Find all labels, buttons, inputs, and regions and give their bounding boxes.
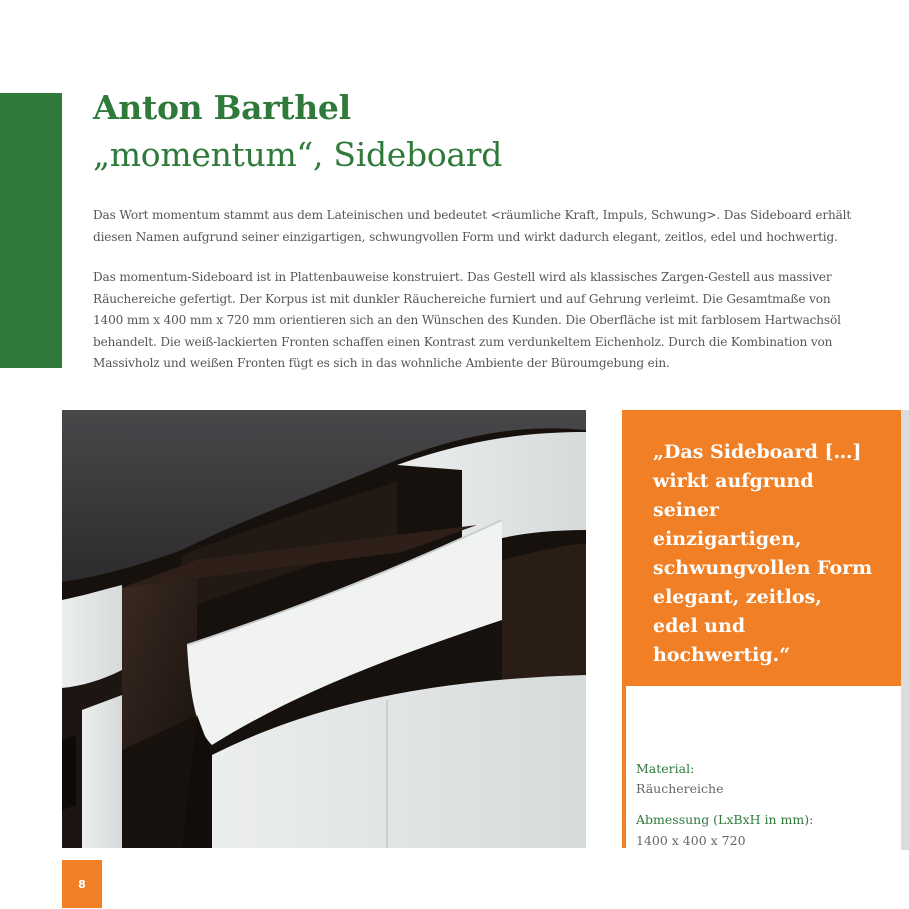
dimension-label: Abmessung (LxBxH in mm): bbox=[636, 812, 814, 827]
material-label: Material: bbox=[636, 761, 695, 776]
product-title: „momentum“, Sideboard bbox=[93, 135, 503, 174]
green-accent-bar bbox=[0, 93, 62, 368]
orange-side-rule bbox=[622, 686, 626, 848]
construction-paragraph: Das momentum-Sideboard ist in Plattenbauweise konstruiert. Das Gestell wird als klassisches Zargen-Gestell aus massiver Räuchereiche gefertigt. Der Korpus ist mit dunkler Räuchereiche furniert und auf Gehrung verleimt. Die Gesamtmaße von 1400 mm x 400 mm x 720 mm orientieren sich an den Wünschen des Kunden. Die Oberfläche ist mit farblosem Hartwachsöl behandelt. Die weiß-lackierten Fronten schaffen einen Kontrast zum verdunkeltem Eichenholz. Durch die Kombination von Massivholz und weißen Fronten fügt es sich in das wohnliche Ambiente der Büroumgebung ein. bbox=[93, 270, 841, 370]
intro-paragraph: Das Wort momentum stammt aus dem Lateinischen und bedeutet <räumliche Kraft, Impuls, Schwung>. Das Sideboard erhält diesen Namen aufgrund seiner einzigartigen, schwungvollen Form und wirkt dadurch elegant, zeitlos, edel und hochwertig. bbox=[93, 208, 852, 244]
sideboard-photo bbox=[62, 410, 586, 848]
material-value: Räuchereiche bbox=[636, 781, 724, 796]
sideboard-illustration bbox=[62, 410, 586, 848]
dimension-value: 1400 x 400 x 720 bbox=[636, 833, 746, 848]
pull-quote: „Das Sideboard […] wirkt aufgrund seiner einzigartigen, schwungvollen Form elegant, zeitlos, edel und hochwertig.“ bbox=[653, 441, 873, 666]
quote-box bbox=[622, 410, 902, 686]
grey-side-rule bbox=[901, 410, 909, 850]
page-number: 8 bbox=[62, 860, 102, 908]
designer-name: Anton Barthel bbox=[93, 88, 351, 127]
